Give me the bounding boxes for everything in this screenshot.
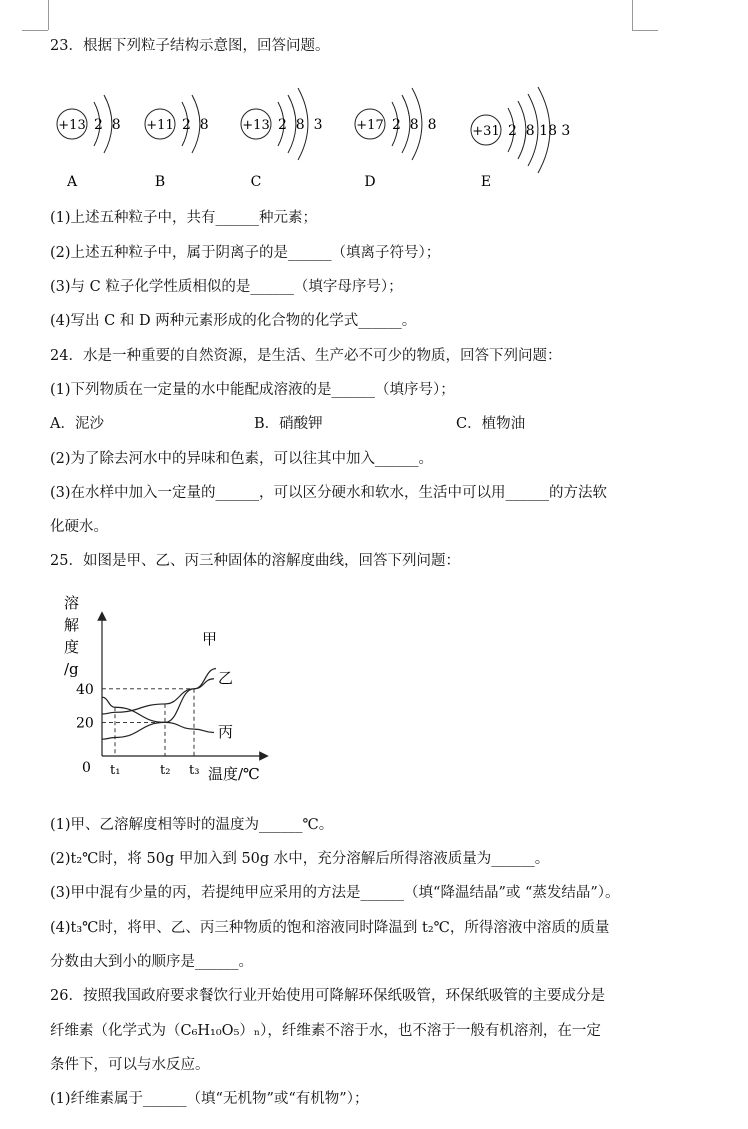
series-label: 甲 xyxy=(202,630,218,648)
y-tick-label: 20 xyxy=(76,715,94,732)
curve-乙 xyxy=(102,679,214,714)
q26-line1: 26．按照我国政府要求餐饮行业开始使用可降解环保纸吸管，环保纸吸管的主要成分是 xyxy=(50,988,605,1004)
q23-sub1: (1)上述五种粒子中，共有______种元素； xyxy=(50,210,318,226)
electron-counts: 2 8 18 3 xyxy=(508,123,571,139)
y-tick-label: 40 xyxy=(76,681,94,698)
x-tick-label: t₂ xyxy=(160,763,171,778)
atom-c xyxy=(241,88,323,190)
x-axis-label: 温度/℃ xyxy=(208,765,260,783)
atom-label: E xyxy=(480,174,492,190)
q25-sub1: (1)甲、乙溶解度相等时的温度为______℃。 xyxy=(50,817,334,833)
q25-sub4-line2: 分数由大到小的顺序是______。 xyxy=(50,954,253,970)
q24-option-b: B．硝酸钾 xyxy=(254,416,323,432)
electron-counts: 2 8 3 xyxy=(278,117,323,133)
q26-line2: 纤维素（化学式为（C₆H₁₀O₅）ₙ），纤维素不溶于水，也不溶于一般有机溶剂，在一定 xyxy=(50,1023,601,1039)
curve-丙 xyxy=(102,697,214,732)
nucleus-charge: +11 xyxy=(146,118,174,133)
q24-option-c: C．植物油 xyxy=(456,416,526,432)
q24-sub3-line2: 化硬水。 xyxy=(50,519,108,535)
q25-sub2: (2)t₂℃时，将 50g 甲加入到 50g 水中，充分溶解后所得溶液质量为______。 xyxy=(50,851,550,867)
x-tick-label: t₃ xyxy=(189,763,200,778)
corner-mark xyxy=(632,0,633,30)
y-axis-label-char: 溶 xyxy=(64,594,80,612)
q26-line3: 条件下，可以与水反应。 xyxy=(50,1057,210,1073)
q23-sub3: (3)与 C 粒子化学性质相似的是______（填字母序号）； xyxy=(50,279,403,295)
atom-label: D xyxy=(364,174,376,190)
q23-sub2: (2)上述五种粒子中，属于阴离子的是______（填离子符号）； xyxy=(50,245,441,261)
electron-counts: 2 8 8 xyxy=(392,117,437,133)
q23-sub4: (4)写出 C 和 D 两种元素形成的化合物的化学式______。 xyxy=(50,313,417,329)
q24-sub1: (1)下列物质在一定量的水中能配成溶液的是______（填序号）； xyxy=(50,382,455,398)
q25-title: 25．如图是甲、乙、丙三种固体的溶解度曲线，回答下列问题： xyxy=(50,553,460,569)
atom-structure-diagrams xyxy=(40,66,640,196)
y-axis-label-char: 解 xyxy=(64,616,80,634)
series-label: 乙 xyxy=(218,669,234,687)
atom-a xyxy=(57,95,121,190)
corner-mark xyxy=(48,0,49,30)
q23-title: 23．根据下列粒子结构示意图，回答问题。 xyxy=(50,38,330,54)
atom-label: B xyxy=(154,174,166,190)
electron-counts: 2 8 xyxy=(182,117,209,133)
q26-sub1: (1)纤维素属于______（填“无机物”或“有机物”）； xyxy=(50,1091,369,1107)
origin-label: 0 xyxy=(82,760,91,776)
atom-label: C xyxy=(250,174,262,190)
nucleus-charge: +13 xyxy=(58,118,86,133)
nucleus-charge: +17 xyxy=(356,118,384,133)
atom-label: A xyxy=(66,174,78,190)
q24-title: 24．水是一种重要的自然资源，是生活、生产必不可少的物质，回答下列问题： xyxy=(50,348,562,364)
y-axis-label-char: /g xyxy=(64,660,79,678)
q25-sub4-line1: (4)t₃℃时，将甲、乙、丙三种物质的饱和溶液同时降温到 t₂℃，所得溶液中溶质的质量 xyxy=(50,920,610,936)
x-tick-label: t₁ xyxy=(110,763,121,778)
corner-mark xyxy=(22,30,48,31)
q24-option-a: A．泥沙 xyxy=(50,416,104,432)
q25-sub3: (3)甲中混有少量的丙，若提纯甲应采用的方法是______（填“降温结晶”或 “蒸发结晶”）。 xyxy=(50,885,620,901)
nucleus-charge: +31 xyxy=(472,124,500,139)
series-label: 丙 xyxy=(218,723,234,741)
q24-sub3-line1: (3)在水样中加入一定量的______，可以区分硬水和软水，生活中可以用______的方法软 xyxy=(50,485,608,501)
atom-b xyxy=(145,95,209,190)
corner-mark xyxy=(632,30,658,31)
y-axis-label-char: 度 xyxy=(64,638,80,656)
atom-e xyxy=(471,87,570,190)
q24-sub2: (2)为了除去河水中的异味和色素，可以往其中加入______。 xyxy=(50,451,434,467)
solubility-chart xyxy=(56,590,286,790)
atom-d xyxy=(355,88,437,190)
electron-counts: 2 8 xyxy=(94,117,121,133)
nucleus-charge: +13 xyxy=(242,118,270,133)
